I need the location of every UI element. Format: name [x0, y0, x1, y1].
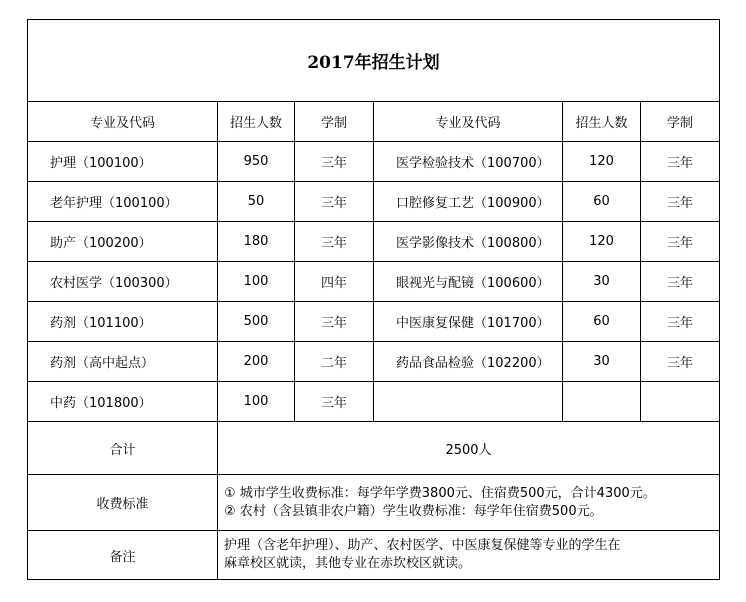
header-years-right: 学制 — [641, 102, 720, 142]
count-cell: 200 — [218, 342, 295, 382]
fee-row — [28, 475, 720, 531]
major-cell: 助产（100200） — [28, 222, 218, 262]
count-cell: 100 — [218, 382, 295, 422]
fee-details — [218, 475, 720, 531]
fee-line-urban: ① 城市学生收费标准：每学年学费3800元、住宿费500元，合计4300元。 — [224, 485, 656, 501]
header-major-right: 专业及代码 — [374, 102, 563, 142]
table-row — [28, 302, 720, 342]
years-cell: 二年 — [295, 342, 374, 382]
note-line-2: 麻章校区就读，其他专业在赤坎校区就读。 — [224, 556, 472, 571]
count-cell: 50 — [218, 182, 295, 222]
major-cell: 中药（101800） — [28, 382, 218, 422]
header-count-left: 招生人数 — [218, 102, 295, 142]
header-count-right: 招生人数 — [563, 102, 641, 142]
table-row — [28, 182, 720, 222]
count-cell: 100 — [218, 262, 295, 302]
header-major-left: 专业及代码 — [28, 102, 218, 142]
count-cell: 180 — [218, 222, 295, 262]
count-cell: 60 — [563, 302, 641, 342]
total-label: 合计 — [28, 422, 218, 475]
count-cell — [563, 382, 641, 422]
table-row — [28, 382, 720, 422]
major-cell: 老年护理（100100） — [28, 182, 218, 222]
note-row — [28, 531, 720, 580]
years-cell: 三年 — [295, 382, 374, 422]
fee-line-rural: ② 农村（含县镇非农户籍）学生收费标准：每学年住宿费500元。 — [224, 503, 603, 519]
count-cell: 950 — [218, 142, 295, 182]
count-cell: 60 — [563, 182, 641, 222]
total-value: 2500人 — [218, 422, 720, 475]
enrollment-plan-table — [27, 19, 720, 580]
years-cell: 三年 — [295, 222, 374, 262]
years-cell: 三年 — [641, 302, 720, 342]
years-cell: 四年 — [295, 262, 374, 302]
major-cell: 医学检验技术（100700） — [374, 142, 563, 182]
total-row — [28, 422, 720, 475]
header-years-left: 学制 — [295, 102, 374, 142]
count-cell: 30 — [563, 262, 641, 302]
major-cell: 药品食品检验（102200） — [374, 342, 563, 382]
fee-label: 收费标准 — [28, 475, 218, 531]
count-cell: 500 — [218, 302, 295, 342]
years-cell: 三年 — [641, 222, 720, 262]
years-cell: 三年 — [641, 182, 720, 222]
note-label: 备注 — [28, 531, 218, 580]
major-cell — [374, 382, 563, 422]
years-cell: 三年 — [641, 142, 720, 182]
years-cell: 三年 — [641, 262, 720, 302]
table-row — [28, 262, 720, 302]
years-cell: 三年 — [641, 342, 720, 382]
major-cell: 药剂（高中起点） — [28, 342, 218, 382]
major-cell: 口腔修复工艺（100900） — [374, 182, 563, 222]
major-cell: 眼视光与配镜（100600） — [374, 262, 563, 302]
count-cell: 120 — [563, 222, 641, 262]
count-cell: 30 — [563, 342, 641, 382]
major-cell: 中医康复保健（101700） — [374, 302, 563, 342]
major-cell: 药剂（101100） — [28, 302, 218, 342]
years-cell: 三年 — [295, 302, 374, 342]
count-cell: 120 — [563, 142, 641, 182]
years-cell: 三年 — [295, 182, 374, 222]
table-row — [28, 142, 720, 182]
major-cell: 护理（100100） — [28, 142, 218, 182]
years-cell: 三年 — [295, 142, 374, 182]
note-details — [218, 531, 720, 580]
header-row — [28, 102, 720, 142]
table-row — [28, 342, 720, 382]
table-title: 2017年招生计划 — [28, 20, 720, 102]
years-cell — [641, 382, 720, 422]
table-row — [28, 222, 720, 262]
note-line-1: 护理（含老年护理）、助产、农村医学、中医康复保健等专业的学生在 — [224, 538, 621, 553]
major-cell: 农村医学（100300） — [28, 262, 218, 302]
major-cell: 医学影像技术（100800） — [374, 222, 563, 262]
